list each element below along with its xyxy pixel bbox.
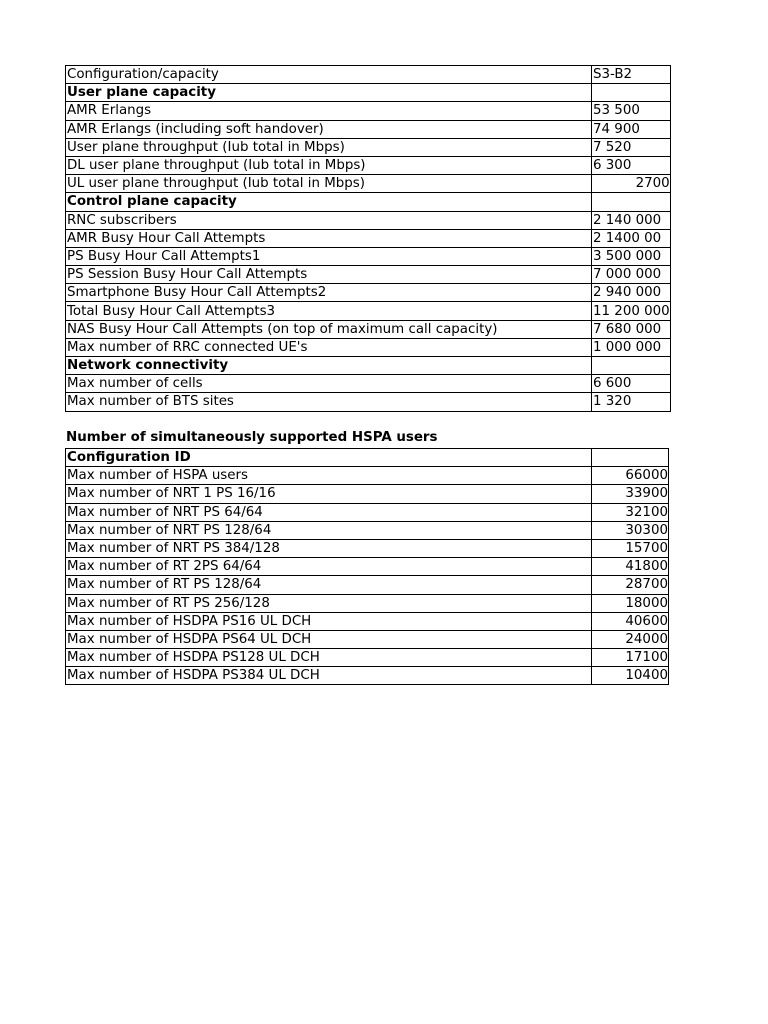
- capacity-table-row: [66, 302, 671, 320]
- row-label: Total Busy Hour Call Attempts3: [66, 302, 592, 320]
- row-value: 30300: [592, 521, 669, 539]
- row-label: RNC subscribers: [66, 211, 592, 229]
- row-label: UL user plane throughput (Iub total in Mbps): [66, 175, 592, 193]
- row-value: 74 900: [592, 120, 671, 138]
- hspa-table-row: [66, 667, 669, 685]
- capacity-table-body: [66, 66, 671, 412]
- row-label: Max number of HSPA users: [66, 467, 592, 485]
- row-value: 11 200 000: [593, 303, 670, 319]
- row-value: 53 500: [592, 102, 671, 120]
- hspa-table-row: [66, 649, 669, 667]
- row-label: Max number of RT PS 256/128: [66, 594, 592, 612]
- capacity-table-row: [66, 175, 671, 193]
- hspa-table-row: [66, 576, 669, 594]
- capacity-table-row: [66, 193, 671, 211]
- row-value: 1 320: [592, 393, 671, 411]
- row-label: AMR Busy Hour Call Attempts: [66, 229, 592, 247]
- row-value: 7 000 000: [592, 266, 671, 284]
- hspa-table-row: [66, 539, 669, 557]
- capacity-table-row: [66, 229, 671, 247]
- capacity-table-row: [66, 84, 671, 102]
- row-value: 17100: [592, 649, 669, 667]
- row-value: 2700: [592, 175, 671, 193]
- row-label: PS Busy Hour Call Attempts1: [66, 247, 592, 265]
- capacity-table-row: [66, 102, 671, 120]
- hspa-table-row: [66, 612, 669, 630]
- row-value: S3-B2: [592, 66, 671, 84]
- row-value: 15700: [592, 539, 669, 557]
- hspa-users-table-body: [66, 449, 669, 685]
- capacity-table-row: [66, 338, 671, 356]
- capacity-table-row: [66, 66, 671, 84]
- row-label: Smartphone Busy Hour Call Attempts2: [66, 284, 592, 302]
- row-value: 66000: [592, 467, 669, 485]
- row-label: Max number of HSDPA PS64 UL DCH: [66, 630, 592, 648]
- capacity-table-row: [66, 156, 671, 174]
- capacity-table-row: [66, 266, 671, 284]
- row-label: Max number of NRT PS 384/128: [66, 539, 592, 557]
- capacity-table-row: [66, 393, 671, 411]
- hspa-table-row: [66, 449, 669, 467]
- row-label: User plane capacity: [66, 84, 592, 102]
- capacity-table: [65, 65, 671, 412]
- capacity-table-row: [66, 284, 671, 302]
- row-label: Max number of HSDPA PS16 UL DCH: [66, 612, 592, 630]
- row-value: [592, 449, 669, 467]
- row-label: Max number of NRT PS 64/64: [66, 503, 592, 521]
- row-label: Configuration/capacity: [66, 66, 592, 84]
- row-label: Max number of RT PS 128/64: [66, 576, 592, 594]
- row-label: Max number of RT 2PS 64/64: [66, 558, 592, 576]
- row-label: Network connectivity: [66, 357, 592, 375]
- row-value: 33900: [592, 485, 669, 503]
- hspa-section-heading: Number of simultaneously supported HSPA users: [66, 430, 438, 445]
- row-value: 40600: [592, 612, 669, 630]
- row-value: 18000: [592, 594, 669, 612]
- row-value: 6 300: [592, 156, 671, 174]
- hspa-table-row: [66, 594, 669, 612]
- capacity-table-row: [66, 375, 671, 393]
- row-label: DL user plane throughput (Iub total in Mbps): [66, 156, 592, 174]
- row-label: Max number of BTS sites: [66, 393, 592, 411]
- row-label: Max number of HSDPA PS128 UL DCH: [66, 649, 592, 667]
- hspa-table-row: [66, 503, 669, 521]
- hspa-table-row: [66, 485, 669, 503]
- row-value: [592, 84, 671, 102]
- row-label: Max number of cells: [66, 375, 592, 393]
- hspa-users-table: [65, 448, 669, 685]
- row-label: User plane throughput (Iub total in Mbps): [66, 138, 592, 156]
- row-label: AMR Erlangs: [66, 102, 592, 120]
- row-label: NAS Busy Hour Call Attempts (on top of maximum call capacity): [66, 320, 592, 338]
- capacity-table-row: [66, 138, 671, 156]
- hspa-table-row: [66, 630, 669, 648]
- capacity-table-row: [66, 247, 671, 265]
- capacity-table-row: [66, 357, 671, 375]
- capacity-table-row: [66, 211, 671, 229]
- capacity-table-row: [66, 120, 671, 138]
- row-value: 41800: [592, 558, 669, 576]
- hspa-table-row: [66, 521, 669, 539]
- row-label: Max number of NRT PS 128/64: [66, 521, 592, 539]
- row-value: [592, 193, 671, 211]
- row-label: Max number of RRC connected UE's: [66, 338, 592, 356]
- row-value: 28700: [592, 576, 669, 594]
- row-label: AMR Erlangs (including soft handover): [66, 120, 592, 138]
- row-value: 2 140 000: [592, 211, 671, 229]
- row-label: Max number of HSDPA PS384 UL DCH: [66, 667, 592, 685]
- row-value: [592, 357, 671, 375]
- capacity-table-row: [66, 320, 671, 338]
- row-value: 10400: [592, 667, 669, 685]
- hspa-table-row: [66, 558, 669, 576]
- row-value: 7 680 000: [592, 320, 671, 338]
- row-value: 32100: [592, 503, 669, 521]
- row-value: 1 000 000: [592, 338, 671, 356]
- row-value: 2 940 000: [592, 284, 671, 302]
- row-label: PS Session Busy Hour Call Attempts: [66, 266, 592, 284]
- row-value: 24000: [592, 630, 669, 648]
- row-label: Max number of NRT 1 PS 16/16: [66, 485, 592, 503]
- row-label: Configuration ID: [66, 449, 592, 467]
- hspa-table-row: [66, 467, 669, 485]
- row-value: 6 600: [592, 375, 671, 393]
- row-value: 3 500 000: [592, 247, 671, 265]
- row-value: 2 1400 00: [592, 229, 671, 247]
- row-label: Control plane capacity: [66, 193, 592, 211]
- row-value: 7 520: [592, 138, 671, 156]
